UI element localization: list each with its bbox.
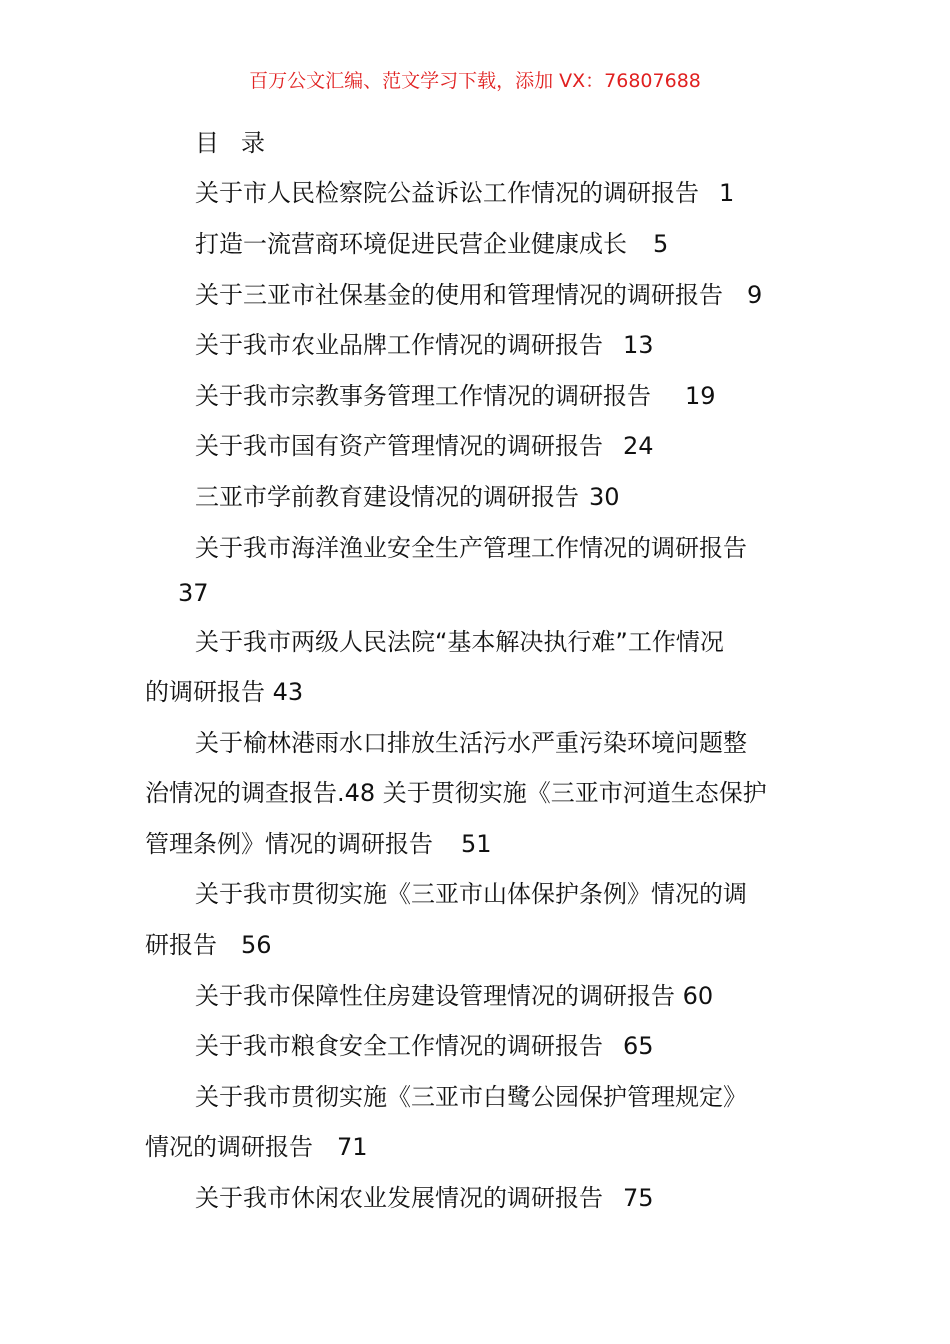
toc-entry-page: 30 xyxy=(589,483,620,511)
toc-entry-title: 情况的调研报告 xyxy=(145,1133,313,1161)
toc-entry-title: 研报告 xyxy=(145,931,217,959)
toc-entry xyxy=(195,429,654,463)
toc-entry xyxy=(195,480,620,514)
toc-entry-page: 5 xyxy=(653,230,669,258)
toc-title-char-1: 目 xyxy=(195,129,219,157)
toc-entry-continuation: 治情况的调查报告.48 关于贯彻实施《三亚市河道生态保护 xyxy=(145,779,767,807)
watermark-header: 百万公文汇编、范文学习下载，添加 VX：76807688 xyxy=(249,70,701,92)
toc-entry-title: 关于榆林港雨水口排放生活污水严重污染环境问题整 xyxy=(195,729,747,757)
toc-entry-title: 关于我市两级人民法院“基本解决执行难”工作情况 xyxy=(195,628,724,656)
toc-entry xyxy=(195,278,762,312)
toc-entry-continuation: 的调研报告 43 xyxy=(145,678,304,706)
toc-entry-page: 56 xyxy=(241,931,272,959)
toc-entry: 关于我市保障性住房建设管理情况的调研报告 60 xyxy=(195,982,714,1010)
toc-entry xyxy=(195,531,747,565)
toc-entry xyxy=(195,1181,654,1215)
toc-entry-title: 关于我市粮食安全工作情况的调研报告 xyxy=(195,1032,603,1060)
toc-entry xyxy=(195,379,716,413)
toc-entry-continuation xyxy=(145,1130,368,1164)
toc-title xyxy=(195,126,265,160)
toc-entry xyxy=(195,328,654,362)
toc-entry-title: 关于三亚市社保基金的使用和管理情况的调研报告 xyxy=(195,281,723,309)
toc-entry-page: 9 xyxy=(747,281,763,309)
toc-entry-page: 13 xyxy=(623,331,654,359)
toc-entry-title: 管理条例》情况的调研报告 xyxy=(145,830,433,858)
toc-entry-page: 65 xyxy=(623,1032,654,1060)
toc-entry-page: 51 xyxy=(461,830,492,858)
toc-entry xyxy=(195,227,668,261)
toc-entry-title: 关于我市贯彻实施《三亚市山体保护条例》情况的调 xyxy=(195,880,747,908)
toc-entry xyxy=(195,877,747,911)
toc-entry xyxy=(195,625,724,659)
toc-entry-title: 三亚市学前教育建设情况的调研报告 xyxy=(195,483,579,511)
toc-entry xyxy=(195,1080,747,1114)
toc-entry xyxy=(195,726,747,760)
toc-entry xyxy=(195,176,734,210)
toc-entry-page: 37 xyxy=(178,579,209,607)
toc-entry-page: 24 xyxy=(623,432,654,460)
toc-entry-title: 关于市人民检察院公益诉讼工作情况的调研报告 xyxy=(195,179,699,207)
toc-entry-title: 关于我市海洋渔业安全生产管理工作情况的调研报告 xyxy=(195,534,747,562)
toc-entry-title: 关于我市宗教事务管理工作情况的调研报告 xyxy=(195,382,651,410)
toc-entry-page: 19 xyxy=(685,382,716,410)
toc-entry-title: 打造一流营商环境促进民营企业健康成长 xyxy=(195,230,627,258)
toc-entry-title: 关于我市农业品牌工作情况的调研报告 xyxy=(195,331,603,359)
toc-entry xyxy=(195,1029,654,1063)
toc-entry-page: 75 xyxy=(623,1184,654,1212)
toc-entry-page: 71 xyxy=(337,1133,368,1161)
toc-entry-page: 1 xyxy=(719,179,735,207)
toc-title-char-2: 录 xyxy=(241,129,265,157)
toc-entry-continuation xyxy=(145,928,272,962)
toc-entry-title: 关于我市休闲农业发展情况的调研报告 xyxy=(195,1184,603,1212)
toc-entry-title: 关于我市贯彻实施《三亚市白鹭公园保护管理规定》 xyxy=(195,1083,747,1111)
toc-entry-title: 关于我市国有资产管理情况的调研报告 xyxy=(195,432,603,460)
toc-entry-continuation xyxy=(145,827,492,861)
